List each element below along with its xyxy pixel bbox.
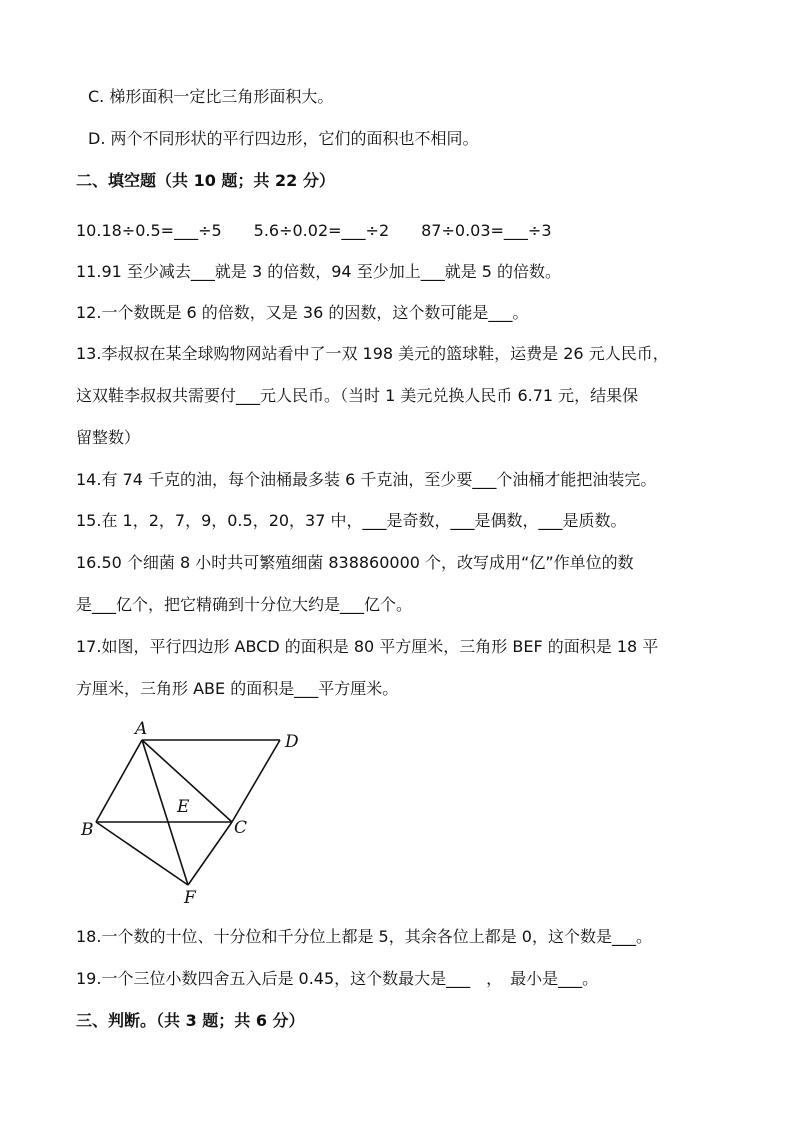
text-line-opt-c: C. 梯形面积一定比三角形面积大。 xyxy=(88,87,334,106)
edge-ab xyxy=(96,740,142,822)
label-e: E xyxy=(177,797,190,817)
segment-bf xyxy=(96,822,188,885)
text-line-section-3: 三、判断。（共 3 题；共 6 分） xyxy=(76,1011,305,1030)
text-line-q17a: 17.如图，平行四边形 ABCD 的面积是 80 平方厘米，三角形 BEF 的面积是 18 平 xyxy=(76,637,659,656)
text-line-q14: 14.有 74 千克的油，每个油桶最多装 6 千克油，至少要___个油桶才能把油装完。 xyxy=(76,470,657,489)
label-a: A xyxy=(135,719,148,739)
edge-dc xyxy=(232,740,280,822)
label-f: F xyxy=(184,888,196,908)
text-line-q12: 12.一个数既是 6 的倍数，又是 36 的因数，这个数可能是___。 xyxy=(76,303,529,322)
label-c: C xyxy=(234,818,248,838)
text-line-q10: 10.18÷0.5=___÷5 5.6÷0.02=___÷2 87÷0.03=___÷3 xyxy=(76,221,552,240)
text-line-q13b: 这双鞋李叔叔共需要付___元人民币。（当时 1 美元兑换人民币 6.71 元，结果保 xyxy=(76,386,639,405)
label-d: D xyxy=(285,732,299,752)
parallelogram-figure xyxy=(76,715,316,915)
text-line-q18: 18.一个数的十位、十分位和千分位上都是 5，其余各位上都是 0，这个数是___。 xyxy=(76,927,652,946)
text-line-opt-d: D. 两个不同形状的平行四边形，它们的面积也不相同。 xyxy=(88,129,479,148)
text-line-q13a: 13.李叔叔在某全球购物网站看中了一双 198 美元的篮球鞋，运费是 26 元人民币， xyxy=(76,344,669,363)
text-line-q19: 19.一个三位小数四舍五入后是 0.45，这个数最大是___ ， 最小是___。 xyxy=(76,969,599,988)
segment-cf xyxy=(188,822,232,885)
text-line-q16b: 是___亿个，把它精确到十分位大约是___亿个。 xyxy=(76,595,413,614)
text-line-section-2: 二、填空题（共 10 题；共 22 分） xyxy=(76,171,335,190)
label-b: B xyxy=(81,820,94,840)
text-line-q15: 15.在 1，2，7，9，0.5，20，37 中，___是奇数，___是偶数，___是质数。 xyxy=(76,511,627,530)
text-line-q11: 11.91 至少减去___就是 3 的倍数，94 至少加上___就是 5 的倍数。 xyxy=(76,262,562,281)
text-line-q13c: 留整数） xyxy=(76,428,141,447)
text-line-q16a: 16.50 个细菌 8 小时共可繁殖细菌 838860000 个，改写成用“亿”作单位的数 xyxy=(76,553,634,572)
text-line-q17b: 方厘米，三角形 ABE 的面积是___平方厘米。 xyxy=(76,679,399,698)
